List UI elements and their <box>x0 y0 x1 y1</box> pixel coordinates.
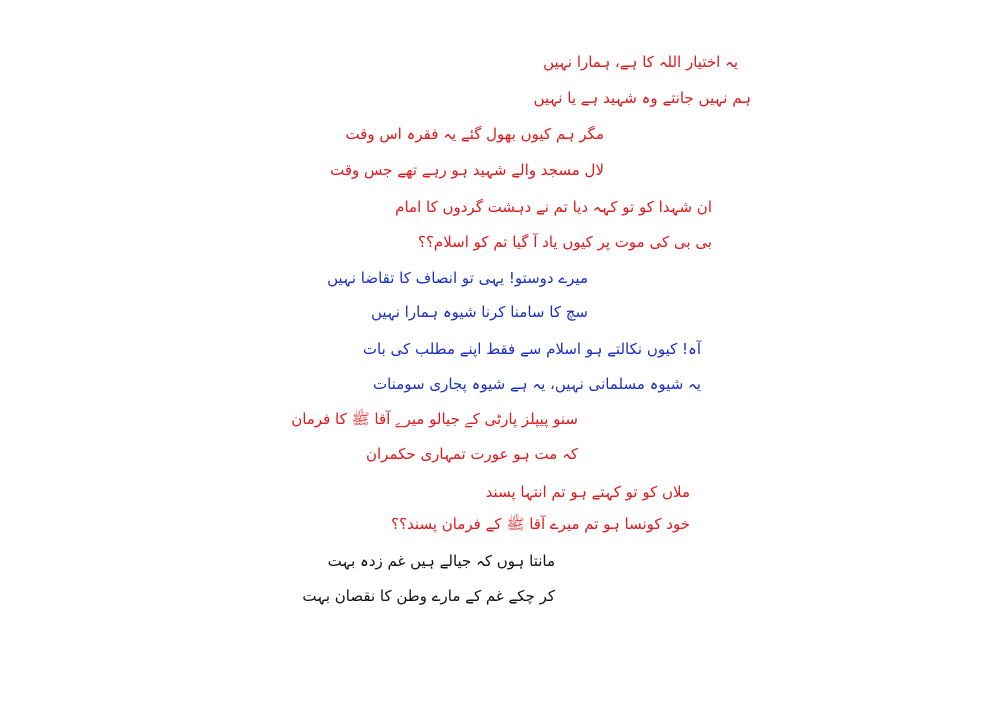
poem-line-5: ان شہدا کو تو کہہ دیا تم نے دہشت گردوں کا امام <box>395 198 712 216</box>
poem-line-3: مگر ہم کیوں بھول گئے یہ فقرہ اس وقت <box>345 125 604 143</box>
poem-line-2: ہم نہیں جانتے وہ شہید ہے یا نہیں <box>533 89 751 107</box>
poem-line-4: لال مسجد والے شہید ہو رہے تھے جس وقت <box>330 161 604 179</box>
poem-line-15: مانتا ہوں کہ جیالے ہیں غم زدہ بہت <box>327 552 555 570</box>
poem-line-8: سچ کا سامنا کرنا شیوہ ہمارا نہیں <box>371 303 588 321</box>
poem-line-14: خود کونسا ہو تم میرے آقا ﷺ کے فرمان پسند؟؟ <box>391 515 690 533</box>
poem-line-7: میرے دوستو! یہی تو انصاف کا تقاضا نہیں <box>327 269 588 287</box>
poem-line-10: یہ شیوہ مسلمانی نہیں، یہ ہے شیوہ پجاری سومنات <box>373 375 701 393</box>
poem-line-13: ملاں کو تو کہتے ہو تم انتہا پسند <box>485 483 690 501</box>
poem-line-9: آہ! کیوں نکالتے ہو اسلام سے فقط اپنے مطلب کی بات <box>362 340 701 358</box>
poem-line-6: بی بی کی موت پر کیوں یاد آ گیا تم کو اسلام؟؟ <box>417 233 712 251</box>
poem-line-11: سنو پیپلز پارٹی کے جیالو میرے آقا ﷺ کا فرمان <box>291 410 578 428</box>
poem-line-16: کر چکے غم کے مارے وطن کا نقصان بہت <box>302 587 555 605</box>
poem-line-1: یہ اختیار اللہ کا ہے، ہمارا نہیں <box>543 53 738 71</box>
poem-line-12: کہ مت ہو عورت تمہاری حکمران <box>365 445 578 463</box>
